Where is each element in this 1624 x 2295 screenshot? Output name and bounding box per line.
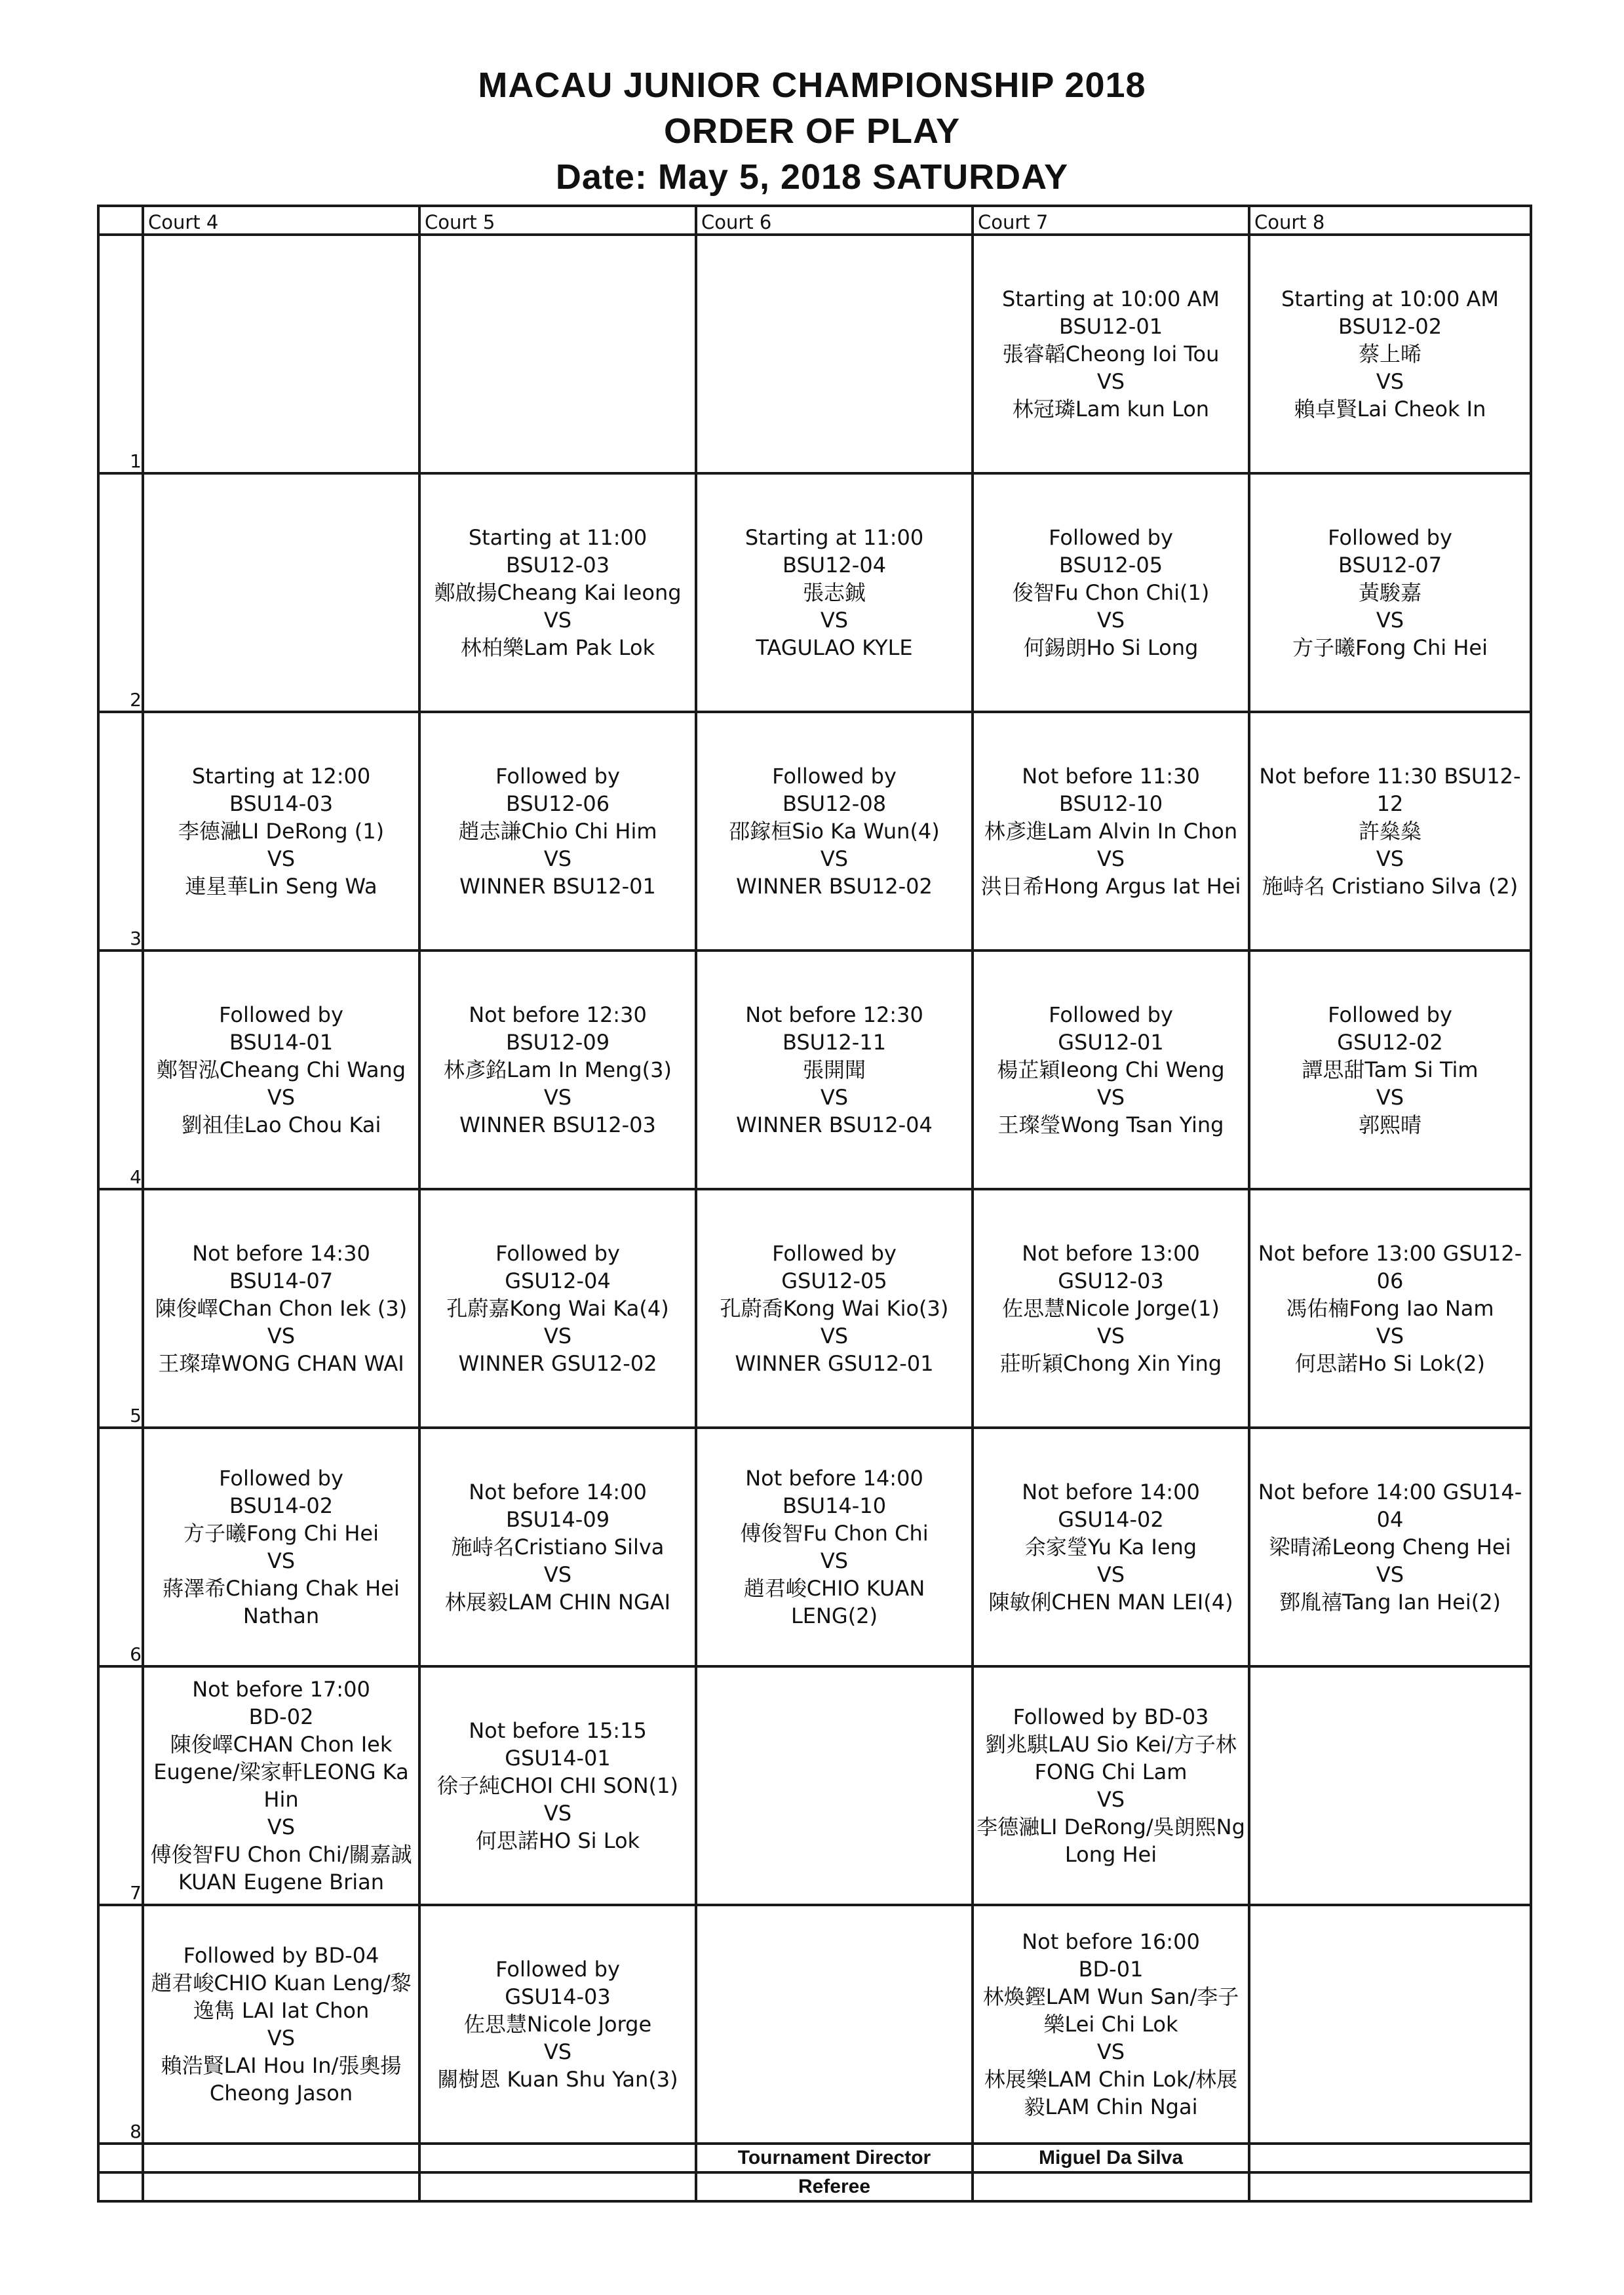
match-line: 梁晴浠Leong Cheng Hei (1269, 1534, 1511, 1559)
match-line: Followed by (219, 1002, 343, 1027)
slot-number: 5 (98, 1189, 143, 1428)
match-line: 林柏樂Lam Pak Lok (460, 635, 655, 660)
match-line: 蔣澤希Chiang Chak Hei Nathan (163, 1575, 400, 1628)
match-line: 林煥鏗LAM Wun San/李子樂Lei Chi Lok (982, 1984, 1239, 2037)
footer-row-referee (98, 2172, 1531, 2201)
match-line: Followed by BD-03 (1013, 1704, 1209, 1729)
match-line: VS (1096, 1323, 1125, 1348)
match-cell (419, 473, 696, 712)
match-line: VS (1096, 368, 1125, 394)
match-line: Not before 11:30 BSU12-12 (1259, 763, 1521, 816)
match-cell (143, 951, 419, 1189)
match-line: GSU12-05 (781, 1268, 887, 1293)
time-slot-row (98, 1189, 1531, 1428)
match-line: GSU12-01 (1058, 1029, 1164, 1055)
slot-number: 6 (98, 1428, 143, 1666)
match-line: WINNER BSU12-01 (459, 873, 656, 899)
court-header: Court 6 (696, 206, 973, 235)
match-cell (419, 1666, 696, 1905)
match-line: 鄧胤禧Tang Ian Hei(2) (1279, 1589, 1501, 1615)
match-line: Not before 12:30 (745, 1002, 923, 1027)
match-cell (143, 1905, 419, 2144)
match-line: 張開聞 (802, 1057, 866, 1082)
match-line: BSU14-02 (229, 1493, 334, 1518)
match-line: VS (543, 1561, 572, 1587)
match-cell (143, 1428, 419, 1666)
match-line: 孔蔚喬Kong Wai Kio(3) (720, 1295, 949, 1321)
tournament-director-name: Miguel Da Silva (973, 2144, 1249, 2172)
match-line: 關樹恩 Kuan Shu Yan(3) (437, 2066, 678, 2092)
time-slot-row (98, 1666, 1531, 1905)
empty-cell (419, 235, 696, 473)
match-line: 邵鎵桓Sio Ka Wun(4) (729, 818, 940, 844)
match-line: VS (1376, 607, 1404, 633)
match-cell (973, 951, 1249, 1189)
slot-number: 2 (98, 473, 143, 712)
match-line: VS (543, 1800, 572, 1826)
match-line: BSU14-09 (505, 1506, 610, 1532)
match-line: GSU14-02 (1058, 1506, 1164, 1532)
match-line: 施峙名 Cristiano Silva (2) (1262, 873, 1518, 899)
match-cell (1249, 235, 1531, 473)
footer-blank (1249, 2144, 1531, 2172)
match-line: VS (1096, 607, 1125, 633)
match-cell (419, 951, 696, 1189)
footer-blank (98, 2172, 143, 2201)
footer-blank (1249, 2172, 1531, 2201)
empty-cell (1249, 1666, 1531, 1905)
page-title: MACAU JUNIOR CHAMPIONSHIP 2018 (478, 66, 1146, 105)
match-line: 林彥銘Lam In Meng(3) (444, 1057, 672, 1082)
match-line: 徐子純CHOI CHI SON(1) (437, 1773, 678, 1798)
match-line: 鄭啟揚Cheang Kai Ieong (434, 579, 682, 605)
footer-blank (143, 2144, 419, 2172)
match-line: VS (820, 1084, 849, 1110)
match-line: 方子曦Fong Chi Hei (184, 1520, 379, 1546)
empty-cell (696, 1905, 973, 2144)
match-line: 莊昕穎Chong Xin Ying (999, 1350, 1222, 1376)
match-cell (696, 712, 973, 951)
slot-number: 8 (98, 1905, 143, 2144)
match-line: VS (820, 1548, 849, 1573)
match-line: VS (267, 1548, 296, 1573)
match-cell (1249, 951, 1531, 1189)
empty-cell (696, 235, 973, 473)
match-line: 俊智Fu Chon Chi(1) (1012, 579, 1210, 605)
referee-label: Referee (696, 2172, 973, 2201)
match-line: Not before 14:30 (192, 1240, 370, 1266)
match-line: VS (543, 1084, 572, 1110)
match-line: 張志鋮 (802, 579, 866, 605)
match-line: 鄭智泓Cheang Chi Wang (156, 1057, 406, 1082)
empty-cell (143, 235, 419, 473)
match-line: VS (267, 846, 296, 871)
match-cell (696, 951, 973, 1189)
match-line: 趙志謙Chio Chi Him (458, 818, 657, 844)
match-line: Starting at 11:00 (744, 524, 924, 550)
match-line: VS (1376, 1323, 1404, 1348)
match-cell (419, 712, 696, 951)
time-slot-row (98, 951, 1531, 1189)
match-line: 陳俊嶧CHAN Chon Iek Eugene/梁家軒LEONG Ka Hin (153, 1731, 409, 1812)
match-line: 楊芷穎Ieong Chi Weng (997, 1057, 1225, 1082)
time-slot-row (98, 712, 1531, 951)
match-line: Not before 16:00 (1022, 1929, 1200, 1954)
match-line: BSU12-11 (782, 1029, 887, 1055)
match-cell (973, 1189, 1249, 1428)
match-cell (419, 1905, 696, 2144)
match-line: 傅俊智Fu Chon Chi (740, 1520, 929, 1546)
match-cell (973, 473, 1249, 712)
match-line: BSU12-05 (1058, 552, 1163, 578)
match-line: VS (543, 607, 572, 633)
page-header (0, 62, 1624, 200)
match-line: 賴浩賢LAI Hou In/張奧揚Cheong Jason (161, 2052, 402, 2106)
match-cell (419, 1189, 696, 1428)
match-line: GSU14-01 (505, 1745, 611, 1771)
match-cell (973, 235, 1249, 473)
match-line: BSU12-10 (1058, 791, 1163, 816)
slot-number: 7 (98, 1666, 143, 1905)
match-line: VS (1376, 1084, 1404, 1110)
match-cell (143, 1189, 419, 1428)
match-line: BD-01 (1078, 1956, 1144, 1982)
match-line: 何錫朗Ho Si Long (1023, 635, 1199, 660)
match-line: WINNER BSU12-03 (459, 1112, 656, 1137)
match-line: 何思諾HO Si Lok (475, 1828, 640, 1853)
match-line: BSU12-03 (505, 552, 610, 578)
match-line: BSU14-10 (782, 1493, 887, 1518)
match-line: Not before 13:00 GSU12-06 (1258, 1240, 1522, 1293)
match-line: WINNER GSU12-01 (735, 1350, 934, 1376)
match-line: Followed by (772, 763, 897, 789)
match-line: 佐思慧Nicole Jorge (463, 2011, 652, 2037)
match-line: Starting at 10:00 AM (1001, 286, 1220, 311)
footer-blank (419, 2144, 696, 2172)
time-slot-row (98, 235, 1531, 473)
court-header: Court 5 (419, 206, 696, 235)
match-line: VS (1376, 846, 1404, 871)
match-line: TAGULAO KYLE (756, 635, 913, 660)
court-header: Court 4 (143, 206, 419, 235)
slot-number: 3 (98, 712, 143, 951)
match-line: Not before 17:00 (192, 1676, 370, 1702)
match-cell (1249, 1189, 1531, 1428)
match-cell (696, 473, 973, 712)
match-line: VS (1096, 2039, 1125, 2064)
header-corner (98, 206, 143, 235)
match-line: BSU12-08 (782, 791, 887, 816)
footer-blank (143, 2172, 419, 2201)
match-line: Not before 11:30 (1022, 763, 1200, 789)
match-line: VS (1096, 1561, 1125, 1587)
match-line: BSU14-03 (229, 791, 334, 816)
match-line: Followed by BD-04 (183, 1942, 379, 1968)
match-line: VS (267, 1814, 296, 1839)
time-slot-row (98, 473, 1531, 712)
time-slot-row (98, 1428, 1531, 1666)
match-line: Followed by (219, 1465, 343, 1491)
match-line: 趙君峻CHIO Kuan Leng/黎逸雋 LAI Iat Chon (151, 1970, 412, 2023)
match-cell (143, 1666, 419, 1905)
match-line: GSU12-03 (1058, 1268, 1164, 1293)
match-line: 方子曦Fong Chi Hei (1292, 635, 1488, 660)
match-line: Followed by (495, 1956, 620, 1982)
empty-cell (143, 473, 419, 712)
empty-cell (1249, 1905, 1531, 2144)
match-cell (419, 1428, 696, 1666)
match-cell (973, 712, 1249, 951)
match-line: GSU12-02 (1337, 1029, 1443, 1055)
match-line: VS (820, 1323, 849, 1348)
match-line: Not before 13:00 (1022, 1240, 1200, 1266)
match-cell (973, 1666, 1249, 1905)
match-line: 趙君峻CHIO KUAN LENG(2) (743, 1575, 925, 1628)
order-of-play-table (97, 205, 1532, 2203)
match-line: Not before 12:30 (469, 1002, 647, 1027)
court-header: Court 8 (1249, 206, 1531, 235)
footer-blank (419, 2172, 696, 2201)
match-line: 馮佑楠Fong Iao Nam (1286, 1295, 1494, 1321)
slot-number: 4 (98, 951, 143, 1189)
match-line: BD-02 (248, 1704, 314, 1729)
match-line: 李德瀜LI DeRong/吳朗熙Ng Long Hei (976, 1814, 1245, 1867)
court-header-row (98, 206, 1531, 235)
match-line: VS (267, 1084, 296, 1110)
match-line: BSU12-07 (1338, 552, 1442, 578)
match-line: BSU14-01 (229, 1029, 334, 1055)
match-line: BSU12-06 (505, 791, 610, 816)
match-cell (1249, 473, 1531, 712)
match-line: VS (1376, 368, 1404, 394)
match-line: 陳敏俐CHEN MAN LEI(4) (988, 1589, 1233, 1615)
match-line: Followed by (495, 763, 620, 789)
match-line: VS (1376, 1561, 1404, 1587)
match-line: 王璨瑩Wong Tsan Ying (997, 1112, 1224, 1137)
match-line: 洪日希Hong Argus Iat Hei (980, 873, 1241, 899)
match-line: VS (1096, 846, 1125, 871)
match-line: WINNER BSU12-04 (736, 1112, 933, 1137)
match-cell (1249, 712, 1531, 951)
match-line: 連星華Lin Seng Wa (185, 873, 377, 899)
match-cell (973, 1905, 1249, 2144)
match-line: Starting at 11:00 (468, 524, 648, 550)
match-line: 許燊燊 (1358, 818, 1421, 844)
match-line: 譚思甜Tam Si Tim (1302, 1057, 1479, 1082)
match-line: 劉祖佳Lao Chou Kai (181, 1112, 381, 1137)
match-cell (696, 1189, 973, 1428)
match-line: 林展樂LAM Chin Lok/林展毅LAM Chin Ngai (984, 2066, 1238, 2119)
match-line: Followed by (1328, 524, 1452, 550)
match-line: BSU12-04 (782, 552, 887, 578)
match-line: Followed by (1328, 1002, 1452, 1027)
match-line: 余家瑩Yu Ka Ieng (1024, 1534, 1197, 1559)
match-cell (973, 1428, 1249, 1666)
match-line: VS (820, 607, 849, 633)
match-line: BSU14-07 (229, 1268, 334, 1293)
match-line: GSU12-04 (505, 1268, 611, 1293)
match-line: BSU12-02 (1338, 313, 1442, 339)
match-line: Starting at 12:00 (191, 763, 371, 789)
match-line: Not before 14:00 GSU14-04 (1258, 1479, 1522, 1532)
referee-name (973, 2172, 1249, 2201)
match-line: 蔡上晞 (1358, 341, 1421, 366)
match-line: VS (543, 2039, 572, 2064)
match-line: BSU12-09 (505, 1029, 610, 1055)
footer-blank (98, 2144, 143, 2172)
match-line: WINNER BSU12-02 (736, 873, 933, 899)
match-line: Followed by (495, 1240, 620, 1266)
match-line: Starting at 10:00 AM (1281, 286, 1499, 311)
match-line: VS (543, 846, 572, 871)
match-line: 張睿韜Cheong Ioi Tou (1002, 341, 1220, 366)
match-cell (1249, 1428, 1531, 1666)
match-line: BSU12-01 (1058, 313, 1163, 339)
match-line: VS (543, 1323, 572, 1348)
page-subtitle: ORDER OF PLAY (663, 111, 961, 151)
match-line: 郭熙晴 (1358, 1112, 1421, 1137)
match-line: VS (1096, 1786, 1125, 1812)
match-line: 林彥進Lam Alvin In Chon (984, 818, 1238, 844)
match-line: 林冠璘Lam kun Lon (1012, 396, 1210, 422)
time-slot-row (98, 1905, 1531, 2144)
empty-cell (696, 1666, 973, 1905)
match-cell (696, 1428, 973, 1666)
match-line: Followed by (1049, 1002, 1173, 1027)
slot-number: 1 (98, 235, 143, 473)
match-line: Followed by (772, 1240, 897, 1266)
match-line: Not before 14:00 (745, 1465, 923, 1491)
match-cell (143, 712, 419, 951)
match-line: WINNER GSU12-02 (458, 1350, 657, 1376)
match-line: VS (1096, 1084, 1125, 1110)
match-line: 陳俊嶧Chan Chon Iek (3) (155, 1295, 408, 1321)
match-line: VS (267, 2025, 296, 2050)
match-line: 李德瀜LI DeRong (1) (178, 818, 385, 844)
page-date: Date: May 5, 2018 SATURDAY (555, 157, 1069, 197)
match-line: Not before 14:00 (469, 1479, 647, 1504)
match-line: 黃駿嘉 (1358, 579, 1421, 605)
match-line: Followed by (1049, 524, 1173, 550)
match-line: 佐思慧Nicole Jorge(1) (1002, 1295, 1220, 1321)
match-line: 林展毅LAM CHIN NGAI (444, 1589, 671, 1615)
match-line: 何思諾Ho Si Lok(2) (1295, 1350, 1485, 1376)
match-line: 傅俊智FU Chon Chi/關嘉誠KUAN Eugene Brian (150, 1841, 412, 1894)
match-line: Not before 14:00 (1022, 1479, 1200, 1504)
match-line: VS (267, 1323, 296, 1348)
match-line: 孔蔚嘉Kong Wai Ka(4) (446, 1295, 669, 1321)
tournament-director-label: Tournament Director (696, 2144, 973, 2172)
match-line: 施峙名Cristiano Silva (451, 1534, 665, 1559)
match-line: 王璨瑋WONG CHAN WAI (158, 1350, 404, 1376)
court-header: Court 7 (973, 206, 1249, 235)
match-line: GSU14-03 (505, 1984, 611, 2009)
match-line: 劉兆騏LAU Sio Kei/方子林FONG Chi Lam (985, 1731, 1237, 1784)
footer-row-director (98, 2144, 1531, 2172)
match-line: 賴卓賢Lai Cheok In (1294, 396, 1486, 422)
match-line: Not before 15:15 (469, 1717, 647, 1743)
match-line: VS (820, 846, 849, 871)
